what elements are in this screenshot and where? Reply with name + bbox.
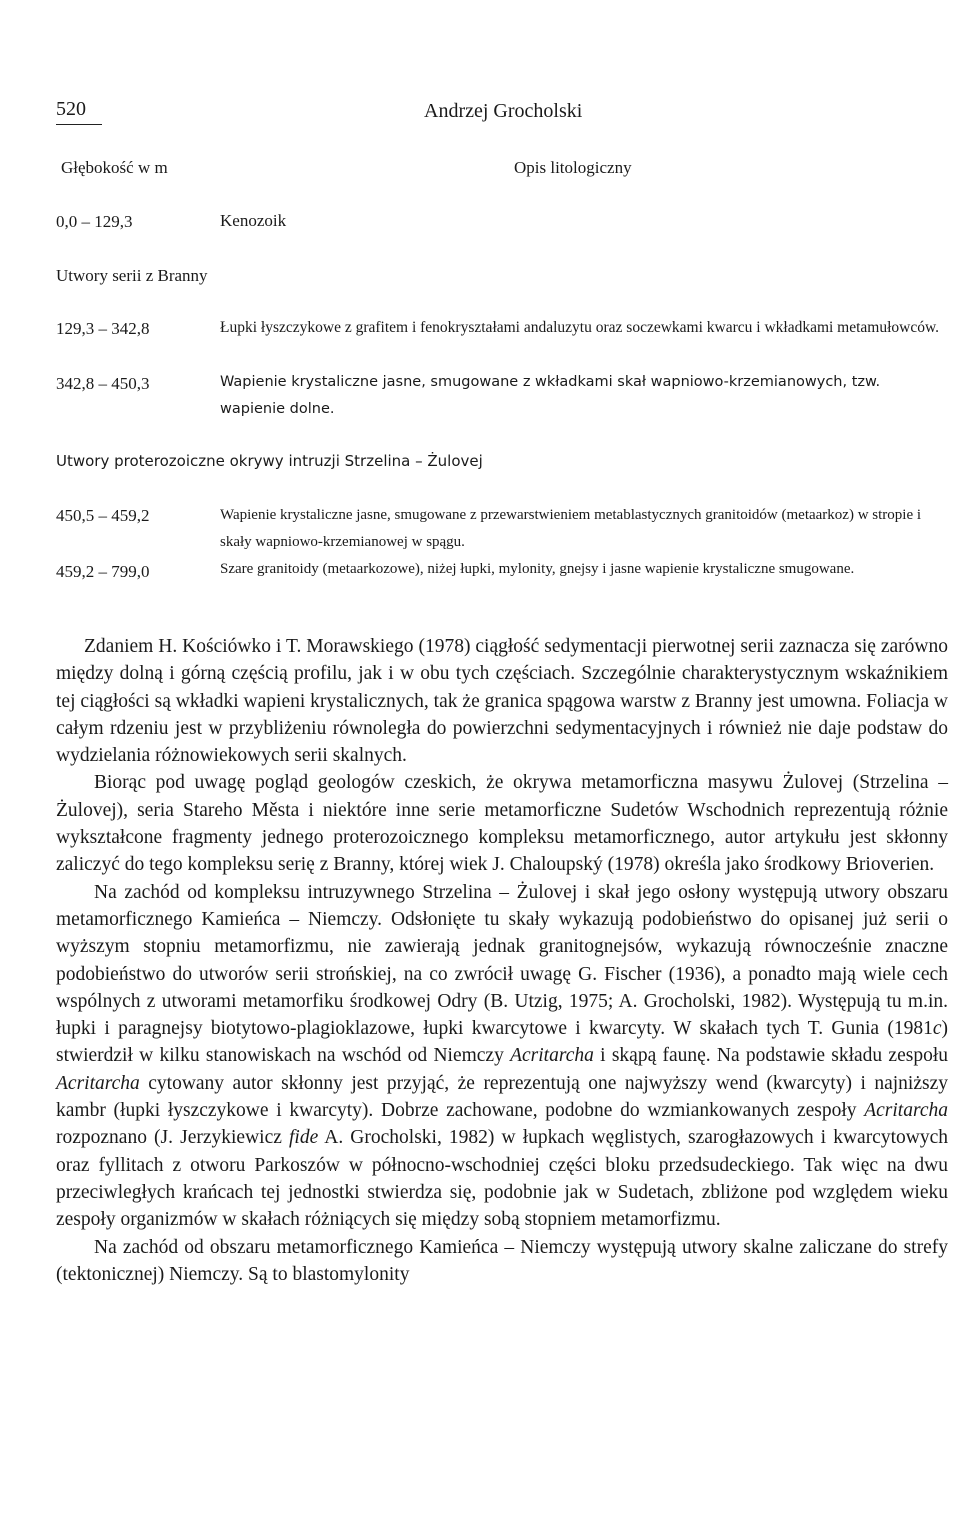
depth-cell: 342,8 – 450,3 [56,374,150,393]
paragraph: Biorąc pod uwagę pogląd geologów czeskich, że okrywa metamorficzna masywu Żulovej (Strzelina – Żulovej), seria Stareho Města i niektóre inne serie metamorficzne Sudetów Wschodnich reprezentują różnie wykształcone fragmenty jednego proterozoicznego kompleksu metamorficznego, autor artykułu jest skłonny zaliczyć do tego kompleksu serię z Branny, której wiek J. Chaloupský (1978) określa jako środkowy Brioverien. [56,772,948,876]
depth-cell: 129,3 – 342,8 [56,319,150,338]
body-text [56,633,948,1288]
depth-cell: 450,5 – 459,2 [56,506,150,525]
column-header-description: Opis litologiczny [514,158,632,177]
description-cell: Kenozoik [220,211,287,230]
description-cell: Wapienie krystaliczne jasne, smugowane z wkładkami skał wapniowo-krzemianowych, tzw. wapienie dolne. [220,374,881,417]
section-heading: Utwory proterozoiczne okrywy intruzji Strzelina – Żulovej [56,452,483,470]
page-number: 520 [56,98,86,120]
page-number-underline [56,124,102,125]
description-cell: Wapienie krystaliczne jasne, smugowane z przewarstwieniem metablastycznych granitoidów (metaarkoz) w stropie i skały wapniowo-krzemianowej w spągu. [220,507,922,550]
section-heading: Utwory serii z Branny [56,266,208,285]
depth-cell: 459,2 – 799,0 [56,562,150,581]
running-header-author: Andrzej Grocholski [424,100,583,122]
depth-cell: 0,0 – 129,3 [56,212,133,231]
column-header-depth: Głębokość w m [61,158,168,177]
description-cell: Szare granitoidy (metaarkozowe), niżej łupki, mylonity, gnejsy i jasne wapienie krystaliczne smugowane. [220,561,855,577]
paragraph: Zdaniem H. Kościówko i T. Morawskiego (1978) ciągłość sedymentacji pierwotnej serii zaznacza się zarówno między dolną i górną częścią profilu, jak i w obu tych częściach. Szczególnie charakterystycznym wskaźnikiem tej ciągłości są wkładki wapieni krystalicznych, tak że granica spągowa warstw z Branny jest umowna. Foliacja w całym rdzeniu jest w przybliżeniu równoległa do powierzchni sedymentacyjnych i również nie daje podstaw do wydzielania różnowiekowych serii skalnych. [56,636,948,767]
paragraph: Na zachód od obszaru metamorficznego Kamieńca – Niemczy występują utwory skalne zaliczane do strefy (tektonicznej) Niemczy. Są to blastomylonity [56,1236,948,1285]
description-cell: Łupki łyszczykowe z grafitem i fenokryształami andaluzytu oraz soczewkami kwarcu i wkładkami metamułowców. [220,319,940,336]
paragraph: Na zachód od kompleksu intruzywnego Strzelina – Żulovej i skał jego osłony występują utwory obszaru metamorficznego Kamieńca – Niemczy. Odsłonięte tu skały wykazują podobieństwo do opisanej już serii o wyższym stopniu metamorfizmu, nie zawierają jednak granitognejsów, wykazują równocześnie znaczne podobieństwo do utworów serii strońskiej, na co zwrócił uwagę G. Fischer (1936), a ponadto mają wiele cech wspólnych z utworami metamorfiku środkowej Odry (B. Utzig, 1975; A. Grocholski, 1982). Występują tu m.in. łupki i paragnejsy biotytowo-plagioklazowe, łupki kwarcytowe i kwarcyty. W skałach tych T. Gunia (1981c) stwierdził w kilku stanowiskach na wschód od Niemczy Acritarcha i skąpą faunę. Na podstawie składu zespołu Acritarcha cytowany autor skłonny jest przyjąć, że reprezentują one najwyższy wend (kwarcyty) i najniższy kambr (łupki łyszczykowe i kwarcyty). Dobrze zachowane, podobne do wzmiankowanych zespoły Acritarcha rozpoznano (J. Jerzykiewicz fide A. Grocholski, 1982) w łupkach węglistych, szarogłazowych i kwarcytowych oraz fyllitach z otworu Parkoszów w północno-wschodniej części bloku przedsudeckiego. Tak więc na dwu przeciwległych krańcach tej jednostki stwierdza się, podobnie jak w Sudetach, zbliżone pod względem wieku zespoły organizmów w skałach różniących się między sobą stopniem metamorfizmu. [56,881,948,1231]
